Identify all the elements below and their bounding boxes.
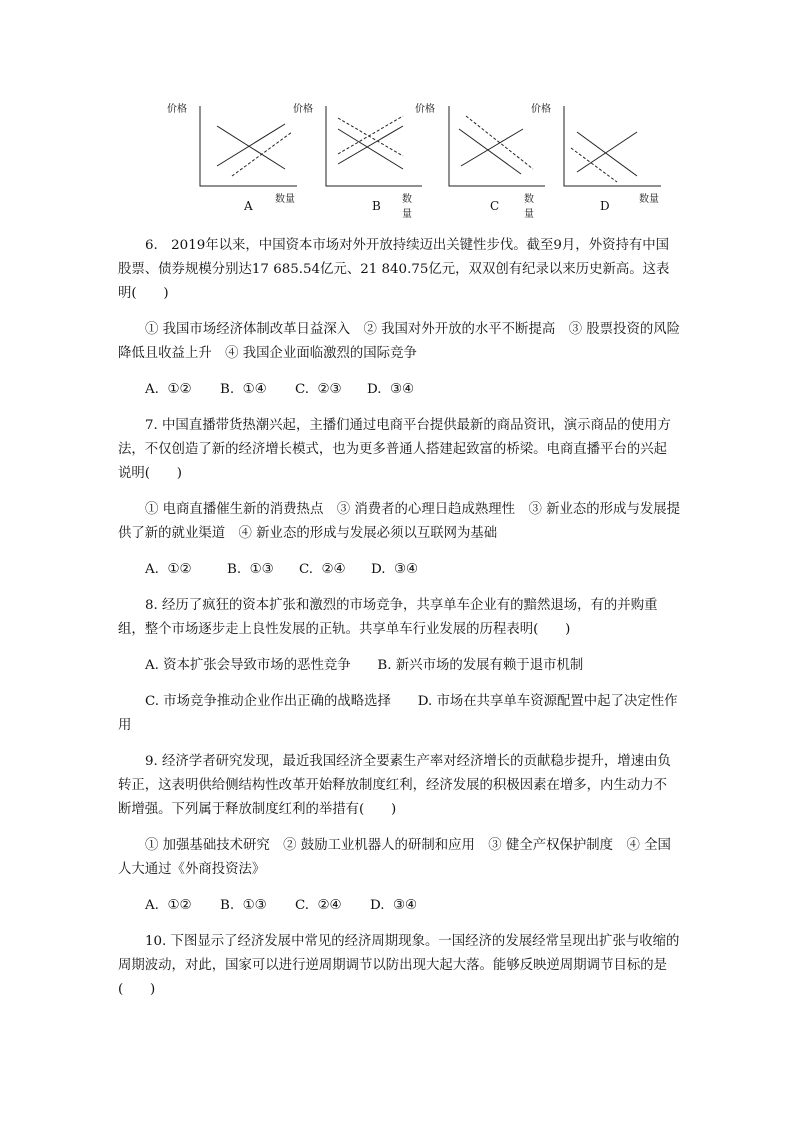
question-stem: 9. 经济学者研究发现，最近我国经济全要素生产率对经济增长的贡献稳步提升，增速由负转正，这表明供给侧结构性改革开始释放制度红利，经济发展的积极因素在增多，内生动力不断增强。下列属于释放制度红利的举措有( ) [118, 754, 671, 817]
question-statements: ① 电商直播催生新的消费热点 ③ 消费者的心理日趋成熟理性 ③ 新业态的形成与发展提供了新的就业渠道 ④ 新业态的形成与发展必须以互联网为基础 [118, 502, 681, 541]
choice-b[interactable]: B. ①③ [227, 562, 274, 577]
graph-panel-c [415, 104, 541, 220]
choice-a[interactable]: A. ①② [145, 562, 192, 577]
supply-line [338, 126, 403, 164]
x-axis-label: 数量 [524, 194, 534, 220]
choice-a[interactable]: A. ①② [145, 382, 192, 397]
shifted-demand-line [338, 118, 403, 156]
question-stem: 8. 经历了疯狂的资本扩张和激烈的市场竞争，共享单车企业有的黯然退场，有的并购重组，整个市场逐步走上良性发展的正轨。共享单车行业发展的历程表明( ) [118, 598, 658, 637]
graph-panel-b [293, 104, 418, 220]
question-stem: 6. 2019年以来，中国资本市场对外开放持续迈出关键性步伐。截至9月，外资持有中国股票、债券规模分别达17 685.54亿元、21 840.75亿元，双双创有纪录以来历史新高。这表明( ) [118, 238, 670, 301]
panel-label: B [372, 199, 381, 213]
question-stem: 7. 中国直播带货热潮兴起，主播们通过电商平台提供最新的商品资讯，演示商品的使用方法，不仅创造了新的经济增长模式，也为更多普通人搭建起致富的桥梁。电商直播平台的兴起说明( ) [118, 418, 671, 481]
x-axis-label: 数量 [639, 194, 659, 205]
y-axis-label: 价格 [415, 104, 435, 115]
graph-a-plot [177, 104, 302, 194]
axes [449, 106, 545, 186]
graph-d-plot [541, 104, 666, 194]
choice-row-2[interactable]: C. 市场竞争推动企业作出正确的战略选择 D. 市场在共享单车资源配置中起了决定性作用 [118, 694, 678, 733]
panel-label: A [244, 199, 253, 213]
choice-row-1[interactable]: A. 资本扩张会导致市场的恶性竞争 B. 新兴市场的发展有赖于退市机制 [145, 658, 584, 673]
question-statements: ① 加强基础技术研究 ② 鼓励工业机器人的研制和应用 ③ 健全产权保护制度 ④ 全国人大通过《外商投资法》 [118, 838, 671, 877]
answer-choices [118, 894, 680, 918]
graph-b-plot [298, 104, 423, 194]
y-axis-label: 价格 [167, 104, 187, 115]
graph-c-plot [421, 104, 546, 194]
choice-c[interactable]: C. ②④ [299, 562, 346, 577]
shifted-demand-line [571, 148, 617, 182]
supply-demand-figure [165, 104, 659, 220]
y-axis-label: 价格 [531, 104, 551, 115]
choice-d[interactable]: D. ③④ [370, 898, 418, 913]
demand-line [217, 126, 285, 169]
choice-d[interactable]: D. ③④ [367, 382, 415, 397]
choice-b[interactable]: B. ①④ [220, 382, 267, 397]
shifted-demand-line [466, 116, 533, 169]
supply-line [461, 129, 523, 166]
choice-a[interactable]: A. ①② [145, 898, 192, 913]
answer-choices [118, 378, 680, 402]
x-axis-label: 数量 [402, 194, 412, 220]
question-9 [118, 750, 680, 918]
panel-label: C [490, 199, 500, 213]
panel-label: D [600, 199, 610, 213]
question-statements: ① 我国市场经济体制改革日益深入 ② 我国对外开放的水平不断提高 ③ 股票投资的风险降低且收益上升 ④ 我国企业面临激烈的国际竞争 [118, 322, 681, 361]
y-axis-label: 价格 [293, 104, 313, 115]
question-8 [118, 594, 680, 738]
choice-c[interactable]: C. ②④ [295, 898, 342, 913]
axes [326, 106, 422, 186]
graph-panel-a [167, 104, 297, 216]
question-7 [118, 414, 680, 582]
choice-c[interactable]: C. ②③ [295, 382, 342, 397]
answer-choices [118, 558, 680, 582]
question-6 [118, 234, 680, 402]
axes [564, 106, 661, 186]
choice-d[interactable]: D. ③④ [371, 562, 419, 577]
questions-section [118, 234, 680, 1014]
choice-b[interactable]: B. ①③ [220, 898, 267, 913]
graph-panel-d [531, 104, 661, 216]
question-stem: 10. 下图显示了经济发展中常见的经济周期现象。一国经济的发展经常呈现出扩张与收缩的周期波动，对此，国家可以进行逆周期调节以防出现大起大落。能够反映逆周期调节目标的是( ) [118, 934, 680, 997]
x-axis-label: 数量 [275, 194, 295, 205]
question-10 [118, 930, 680, 1002]
